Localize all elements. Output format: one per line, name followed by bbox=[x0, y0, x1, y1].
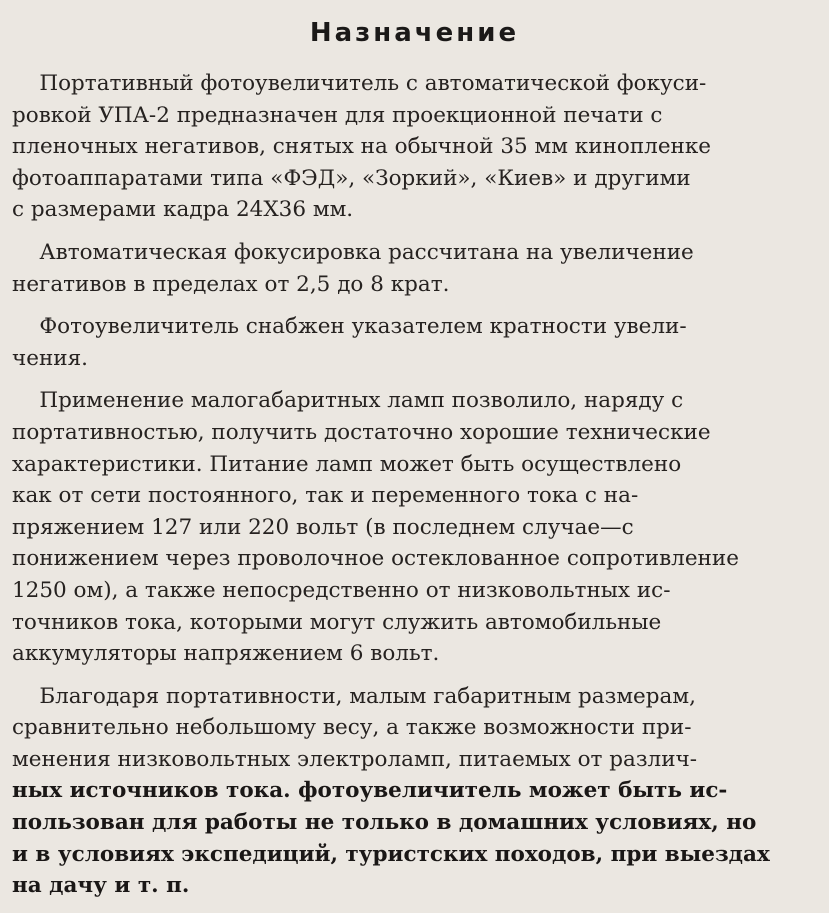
text-line: характеристики. Питание ламп может быть осуществлено bbox=[12, 451, 682, 477]
body-text bbox=[12, 68, 815, 913]
section-heading: Назначение bbox=[309, 18, 520, 48]
text-line: точников тока, которыми могут служить автомобильные bbox=[12, 609, 662, 635]
text-line: 1250 ом), а также непосредственно от низковольтных ис- bbox=[12, 577, 671, 603]
paragraph-purpose bbox=[12, 68, 815, 226]
text-line: пользован для работы не только в домашних условиях, но bbox=[12, 810, 757, 836]
text-line: понижением через проволочное остеклованное сопротивление bbox=[12, 546, 739, 572]
text-line: Применение малогабаритных ламп позволило, наряду с bbox=[12, 388, 684, 414]
paragraph-magnification-indicator bbox=[12, 311, 815, 374]
text-line: на дачу и т. п. bbox=[12, 873, 190, 899]
text-line: пряжением 127 или 220 вольт (в последнем случае—с bbox=[12, 514, 634, 540]
paragraph-portability bbox=[12, 681, 815, 902]
text-line: как от сети постоянного, так и переменного тока с на- bbox=[12, 483, 639, 509]
text-line: пленочных негативов, снятых на обычной 35 мм кинопленке bbox=[12, 134, 712, 160]
text-line: портативностью, получить достаточно хорошие технические bbox=[12, 419, 711, 445]
text-line: с размерами кадра 24Х36 мм. bbox=[12, 197, 354, 223]
text-line: менения низковольтных электроламп, питаемых от различ- bbox=[12, 746, 698, 772]
text-line: Портативный фотоувеличитель с автоматической фокуси- bbox=[12, 71, 707, 96]
paragraph-focusing bbox=[12, 237, 815, 300]
text-line: чения. bbox=[12, 345, 88, 371]
text-line: и в условиях экспедиций, туристских походов, при выездах bbox=[12, 841, 770, 867]
paragraph-power-supply bbox=[12, 385, 815, 669]
text-line: фотоаппаратами типа «ФЭД», «Зоркий», «Киев» и другими bbox=[12, 165, 691, 191]
text-line: Благодаря портативности, малым габаритным размерам, bbox=[12, 683, 696, 709]
text-line: ных источников тока. фотоувеличитель может быть ис- bbox=[12, 778, 728, 804]
text-line: ровкой УПА-2 предназначен для проекционной печати с bbox=[12, 102, 663, 128]
text-line: Фотоувеличитель снабжен указателем кратности увели- bbox=[12, 314, 687, 340]
text-line: Автоматическая фокусировка рассчитана на увеличение bbox=[12, 239, 694, 265]
text-line: сравнительно небольшому весу, а также возможности при- bbox=[12, 715, 692, 741]
text-line: негативов в пределах от 2,5 до 8 крат. bbox=[12, 271, 450, 297]
text-line: аккумуляторы напряжением 6 вольт. bbox=[12, 641, 440, 667]
